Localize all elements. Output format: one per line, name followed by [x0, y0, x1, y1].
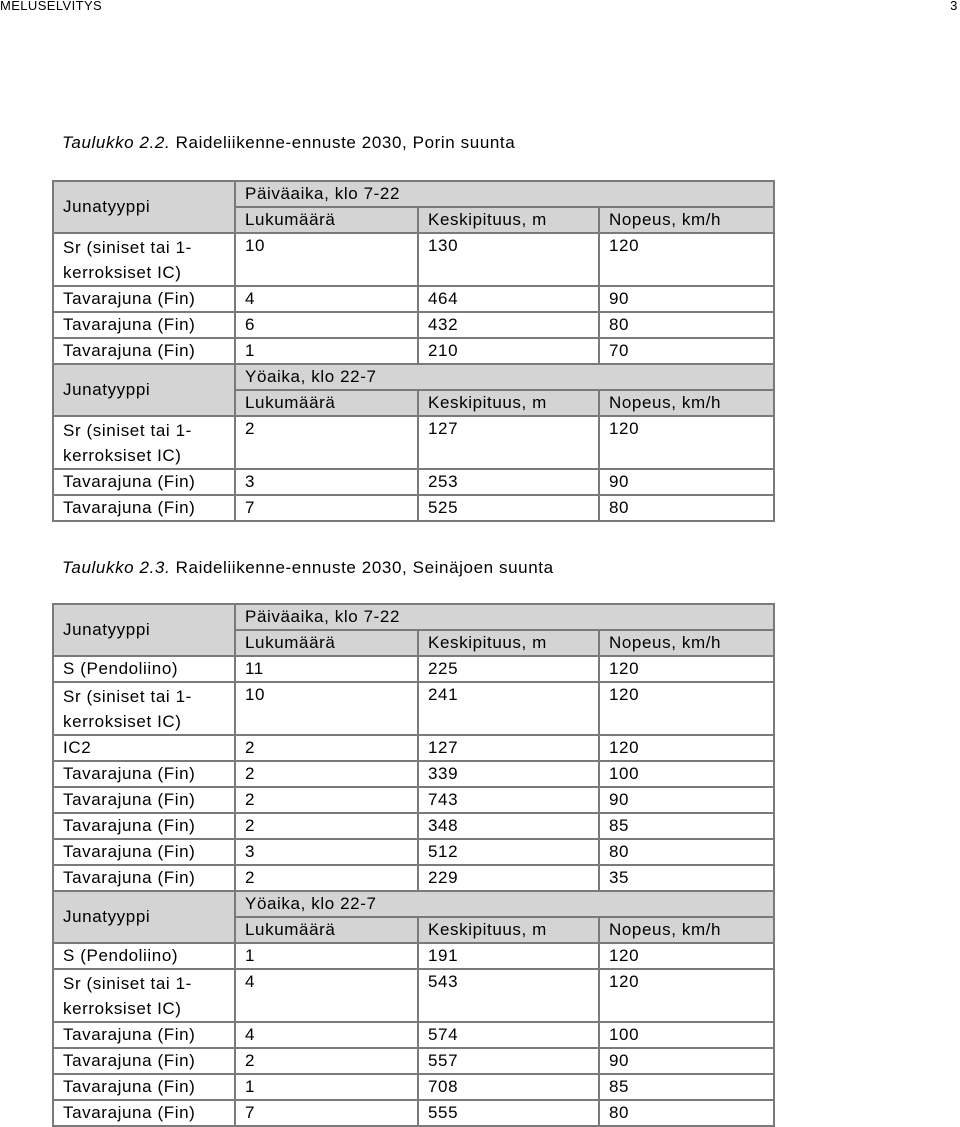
count-cell: 7 [235, 495, 418, 521]
train-type-cell [53, 682, 235, 735]
train-type-line: Tavarajuna (Fin) [63, 1051, 196, 1070]
train-type-line: Tavarajuna (Fin) [63, 790, 196, 809]
speed-header: Nopeus, km/h [599, 390, 774, 416]
period-header-row [53, 364, 774, 390]
table-row [53, 761, 774, 787]
period-label: Yöaika, klo 22-7 [235, 364, 774, 390]
table-row [53, 1048, 774, 1074]
count-cell: 2 [235, 787, 418, 813]
train-type-line: Tavarajuna (Fin) [63, 1025, 196, 1044]
speed-cell: 120 [599, 656, 774, 682]
rail-traffic-table-pori [52, 180, 775, 522]
length-cell: 743 [418, 787, 599, 813]
length-header: Keskipituus, m [418, 630, 599, 656]
speed-cell: 35 [599, 865, 774, 891]
length-cell: 555 [418, 1100, 599, 1126]
speed-cell: 85 [599, 813, 774, 839]
table-row [53, 943, 774, 969]
train-type-line: Sr (siniset tai 1- [63, 974, 192, 993]
length-cell: 127 [418, 735, 599, 761]
period-header-row [53, 181, 774, 207]
train-type-cell [53, 735, 235, 761]
train-type-line: Tavarajuna (Fin) [63, 315, 196, 334]
train-type-cell [53, 286, 235, 312]
count-header: Lukumäärä [235, 390, 418, 416]
speed-cell: 80 [599, 839, 774, 865]
speed-header: Nopeus, km/h [599, 630, 774, 656]
train-type-line: Sr (siniset tai 1- [63, 421, 192, 440]
train-type-cell [53, 338, 235, 364]
length-header: Keskipituus, m [418, 207, 599, 233]
count-cell: 3 [235, 839, 418, 865]
caption-text: Raideliikenne-ennuste 2030, Porin suunta [175, 133, 516, 152]
speed-cell: 120 [599, 416, 774, 469]
train-type-header: Junatyyppi [53, 181, 235, 233]
count-header: Lukumäärä [235, 207, 418, 233]
table-row [53, 682, 774, 735]
train-type-header: Junatyyppi [53, 604, 235, 656]
length-cell: 464 [418, 286, 599, 312]
train-type-line: Tavarajuna (Fin) [63, 1077, 196, 1096]
count-cell: 2 [235, 416, 418, 469]
count-cell: 10 [235, 233, 418, 286]
train-type-line: kerroksiset IC) [63, 263, 182, 282]
table-row [53, 1022, 774, 1048]
count-header: Lukumäärä [235, 917, 418, 943]
count-cell: 10 [235, 682, 418, 735]
count-cell: 3 [235, 469, 418, 495]
length-cell: 525 [418, 495, 599, 521]
caption-number: Taulukko 2.2. [62, 133, 171, 152]
table-row [53, 338, 774, 364]
count-cell: 11 [235, 656, 418, 682]
length-cell: 253 [418, 469, 599, 495]
length-header: Keskipituus, m [418, 390, 599, 416]
speed-cell: 120 [599, 682, 774, 735]
speed-cell: 90 [599, 286, 774, 312]
length-cell: 512 [418, 839, 599, 865]
train-type-line: Tavarajuna (Fin) [63, 341, 196, 360]
count-cell: 2 [235, 735, 418, 761]
speed-cell: 100 [599, 1022, 774, 1048]
train-type-header: Junatyyppi [53, 364, 235, 416]
speed-header: Nopeus, km/h [599, 917, 774, 943]
train-type-cell [53, 969, 235, 1022]
train-type-cell [53, 469, 235, 495]
count-cell: 1 [235, 338, 418, 364]
table-row [53, 286, 774, 312]
table-row [53, 865, 774, 891]
count-cell: 2 [235, 865, 418, 891]
table-row [53, 969, 774, 1022]
length-cell: 210 [418, 338, 599, 364]
table-row [53, 735, 774, 761]
train-type-line: S (Pendoliino) [63, 946, 179, 965]
speed-cell: 120 [599, 735, 774, 761]
length-cell: 225 [418, 656, 599, 682]
train-type-cell [53, 943, 235, 969]
length-cell: 432 [418, 312, 599, 338]
train-type-line: S (Pendoliino) [63, 659, 179, 678]
train-type-header: Junatyyppi [53, 891, 235, 943]
speed-header: Nopeus, km/h [599, 207, 774, 233]
caption-number: Taulukko 2.3. [62, 558, 171, 577]
length-cell: 241 [418, 682, 599, 735]
train-type-line: IC2 [63, 738, 92, 757]
table-row [53, 233, 774, 286]
train-type-line: Tavarajuna (Fin) [63, 289, 196, 308]
length-cell: 191 [418, 943, 599, 969]
length-cell: 127 [418, 416, 599, 469]
page-header [0, 0, 960, 14]
table-row [53, 469, 774, 495]
period-header-row [53, 891, 774, 917]
train-type-line: Sr (siniset tai 1- [63, 238, 192, 257]
train-type-line: Sr (siniset tai 1- [63, 687, 192, 706]
period-header-row [53, 604, 774, 630]
count-cell: 2 [235, 1048, 418, 1074]
train-type-line: Tavarajuna (Fin) [63, 1103, 196, 1122]
train-type-cell [53, 1048, 235, 1074]
period-label: Päiväaika, klo 7-22 [235, 604, 774, 630]
train-type-line: Tavarajuna (Fin) [63, 842, 196, 861]
length-cell: 130 [418, 233, 599, 286]
train-type-cell [53, 312, 235, 338]
length-cell: 574 [418, 1022, 599, 1048]
count-cell: 6 [235, 312, 418, 338]
length-header: Keskipituus, m [418, 917, 599, 943]
train-type-line: kerroksiset IC) [63, 446, 182, 465]
document-title: MELUSELVITYS [0, 0, 103, 13]
length-cell: 557 [418, 1048, 599, 1074]
train-type-line: Tavarajuna (Fin) [63, 764, 196, 783]
table-row [53, 839, 774, 865]
train-type-line: Tavarajuna (Fin) [63, 868, 196, 887]
table-row [53, 787, 774, 813]
table-row [53, 416, 774, 469]
table-row [53, 656, 774, 682]
train-type-cell [53, 495, 235, 521]
count-cell: 4 [235, 286, 418, 312]
train-type-cell [53, 839, 235, 865]
caption-text: Raideliikenne-ennuste 2030, Seinäjoen suunta [175, 558, 554, 577]
speed-cell: 120 [599, 969, 774, 1022]
period-label: Yöaika, klo 22-7 [235, 891, 774, 917]
train-type-cell [53, 865, 235, 891]
length-cell: 348 [418, 813, 599, 839]
count-header: Lukumäärä [235, 630, 418, 656]
count-cell: 7 [235, 1100, 418, 1126]
speed-cell: 120 [599, 233, 774, 286]
table-row [53, 495, 774, 521]
speed-cell: 90 [599, 787, 774, 813]
count-cell: 1 [235, 1074, 418, 1100]
count-cell: 4 [235, 1022, 418, 1048]
train-type-cell [53, 656, 235, 682]
train-type-cell [53, 233, 235, 286]
train-type-cell [53, 416, 235, 469]
length-cell: 229 [418, 865, 599, 891]
period-label: Päiväaika, klo 7-22 [235, 181, 774, 207]
table-row [53, 1100, 774, 1126]
length-cell: 339 [418, 761, 599, 787]
train-type-line: kerroksiset IC) [63, 999, 182, 1018]
train-type-cell [53, 761, 235, 787]
table-row [53, 1074, 774, 1100]
speed-cell: 100 [599, 761, 774, 787]
train-type-line: Tavarajuna (Fin) [63, 498, 196, 517]
speed-cell: 80 [599, 312, 774, 338]
train-type-line: Tavarajuna (Fin) [63, 472, 196, 491]
train-type-cell [53, 1074, 235, 1100]
count-cell: 4 [235, 969, 418, 1022]
speed-cell: 85 [599, 1074, 774, 1100]
count-cell: 2 [235, 761, 418, 787]
count-cell: 1 [235, 943, 418, 969]
table-caption [62, 558, 554, 578]
table-row [53, 813, 774, 839]
speed-cell: 90 [599, 1048, 774, 1074]
train-type-cell [53, 1022, 235, 1048]
train-type-line: Tavarajuna (Fin) [63, 816, 196, 835]
train-type-cell [53, 813, 235, 839]
page-number: 3 [950, 0, 958, 13]
train-type-line: kerroksiset IC) [63, 712, 182, 731]
count-cell: 2 [235, 813, 418, 839]
length-cell: 543 [418, 969, 599, 1022]
speed-cell: 80 [599, 1100, 774, 1126]
speed-cell: 90 [599, 469, 774, 495]
length-cell: 708 [418, 1074, 599, 1100]
speed-cell: 70 [599, 338, 774, 364]
table-row [53, 312, 774, 338]
train-type-cell [53, 787, 235, 813]
train-type-cell [53, 1100, 235, 1126]
table-caption [62, 133, 515, 153]
speed-cell: 120 [599, 943, 774, 969]
speed-cell: 80 [599, 495, 774, 521]
rail-traffic-table-seinajoki [52, 603, 775, 1127]
